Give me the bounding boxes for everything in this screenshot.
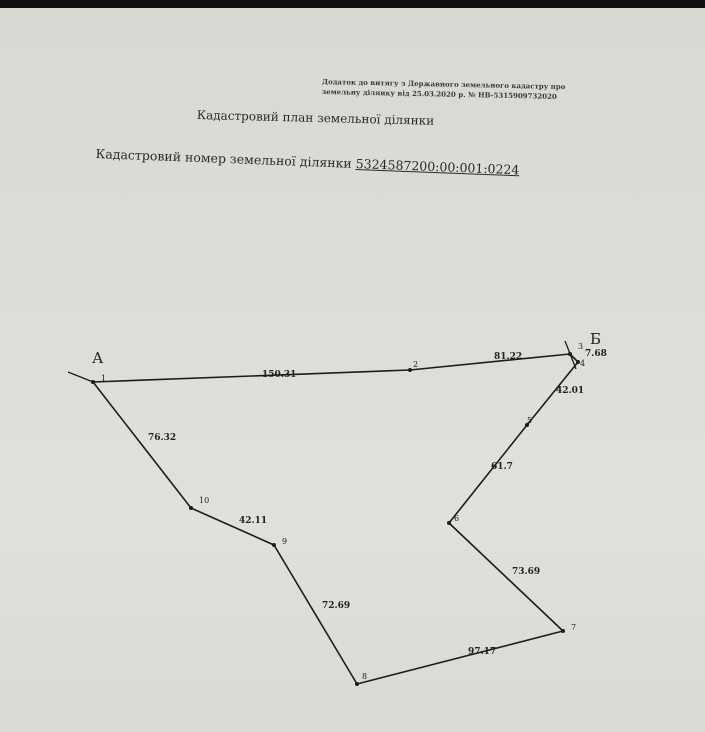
corner-label-b: Б	[590, 330, 602, 348]
vertex-point-1	[91, 380, 95, 384]
boundary-segment-9-10	[191, 508, 274, 545]
cadastral-number-label: Кадастровий номер земельної ділянки	[95, 146, 353, 171]
segment-length-5-6: 61.7	[491, 462, 513, 472]
appendix-line-2: земельну ділянку від 25.03.2020 р. № НВ-5315909732020	[321, 86, 557, 101]
cadastral-number-value: 5324587200:00:001:0224	[355, 155, 520, 178]
vertex-label-1: 1	[101, 374, 107, 383]
corner-label-a: А	[92, 349, 104, 367]
vertex-point-7	[561, 629, 565, 633]
vertex-point-10	[189, 506, 193, 510]
corner-a-marker-line	[68, 372, 93, 382]
vertex-label-5: 5	[527, 416, 533, 425]
segment-length-4-5: 42.01	[556, 386, 585, 396]
vertex-point-3	[568, 352, 572, 356]
segment-length-7-8: 97.17	[468, 647, 497, 657]
boundary-segment-5-6	[449, 425, 527, 523]
segment-length-1-2: 150.31	[262, 370, 297, 380]
vertex-point-2	[408, 368, 412, 372]
boundary-segment-2-3	[410, 354, 570, 370]
vertex-point-9	[272, 543, 276, 547]
segment-length-2-3: 81.22	[494, 352, 523, 362]
vertex-label-8: 8	[362, 672, 368, 681]
boundary-segment-8-9	[274, 545, 357, 684]
segment-length-10-1: 76.32	[148, 433, 177, 443]
vertex-label-4: 4	[580, 359, 586, 368]
segment-length-6-7: 73.69	[512, 567, 541, 577]
boundary-segment-1-2	[93, 370, 410, 382]
appendix-line-1: Додаток до витягу з Державного земельного кадастру про	[321, 77, 566, 92]
vertex-point-6	[447, 521, 451, 525]
vertex-label-7: 7	[571, 623, 577, 632]
segment-length-3-4: 7.68	[585, 349, 607, 359]
vertex-point-8	[355, 682, 359, 686]
boundary-segment-7-8	[357, 631, 563, 684]
segment-length-8-9: 72.69	[322, 601, 351, 611]
vertex-label-10: 10	[199, 496, 210, 505]
segment-length-9-10: 42.11	[239, 516, 268, 526]
plan-title: Кадастровий план земельної ділянки	[196, 108, 435, 128]
vertex-label-6: 6	[454, 514, 460, 523]
boundary-segment-6-7	[449, 523, 563, 631]
vertex-label-9: 9	[282, 537, 288, 546]
boundary-segment-10-1	[93, 382, 191, 508]
vertex-label-3: 3	[578, 342, 584, 351]
vertex-label-2: 2	[413, 360, 419, 369]
